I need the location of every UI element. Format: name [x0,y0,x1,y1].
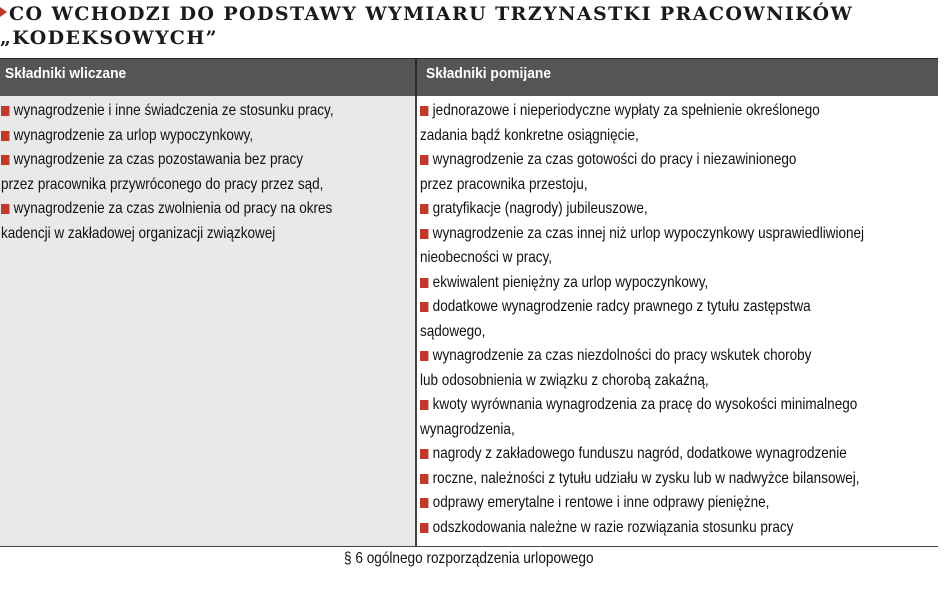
excluded-item-line-text: wynagrodzenie za czas innej niż urlop wypoczynkowy usprawiedliwionej [432,224,865,242]
components-table [0,58,938,573]
excluded-item-line-text: nieobecności w pracy, [420,249,553,266]
square-bullet-icon [420,474,428,484]
excluded-item-line-text: wynagrodzenie za czas niezdolności do pracy wskutek choroby [432,347,812,364]
square-bullet-icon [420,449,428,459]
excluded-item-line [420,393,931,418]
excluded-column [417,96,938,546]
table-footer-row [0,546,938,573]
included-item-line-text: wynagrodzenie za urlop wypoczynkowy, [13,126,254,144]
excluded-item-line [420,491,931,516]
square-bullet-icon [420,229,428,239]
included-list [1,99,390,246]
title-line-2 [0,26,940,50]
square-bullet-icon [420,204,428,214]
square-bullet-icon [420,155,428,165]
title-text-2: „KODEKSOWYCH” [0,27,218,49]
title-block [0,2,940,50]
included-column [0,96,415,546]
excluded-item-line-text: dodatkowe wynagrodzenie radcy prawnego z tytułu zastępstwa [432,298,811,315]
excluded-item-line [420,124,931,149]
square-bullet-icon [1,131,9,141]
header-divider [415,59,417,97]
excluded-item-line [420,418,931,443]
included-item-line-text: wynagrodzenie za czas zwolnienia od pracy na okres [13,200,333,217]
title-text-1: CO WCHODZI DO PODSTAWY WYMIARU TRZYNASTKI PRACOWNIKÓW [9,3,854,25]
excluded-item-line [420,467,931,492]
excluded-list [420,99,931,540]
excluded-item-line-text: kwoty wyrównania wynagrodzenia za pracę do wysokości minimalnego [432,396,858,413]
excluded-item-line-text: zadania bądź konkretne osiągnięcie, [420,126,639,144]
excluded-item-line-text: sądowego, [420,322,486,340]
square-bullet-icon [1,204,9,214]
excluded-item-line [420,516,931,541]
excluded-item-line [420,148,931,173]
excluded-item-line [420,344,931,369]
table-header-row [0,58,938,97]
header-excluded: Składniki pomijane [426,65,552,82]
included-item-line-text: wynagrodzenie i inne świadczenia ze stosunku pracy, [13,102,334,119]
excluded-item-line-text: wynagrodzenia, [420,420,515,438]
title-line-1 [0,2,940,26]
excluded-item-line [420,320,931,345]
excluded-item-line-text: odszkodowania należne w razie rozwiązania stosunku pracy [432,518,794,536]
included-item-line-text: wynagrodzenie za czas pozostawania bez pracy [13,151,304,168]
included-item-line [1,99,390,124]
excluded-item-line [420,271,931,296]
square-bullet-icon [1,155,9,165]
included-item-line-text: kadencji w zakładowej organizacji związkowej [1,224,276,242]
square-bullet-icon [420,106,428,116]
excluded-item-line-text: wynagrodzenie za czas gotowości do pracy i niezawinionego [432,151,797,168]
square-bullet-icon [420,523,428,533]
legal-basis-text: § 6 ogólnego rozporządzenia urlopowego [344,550,594,567]
excluded-item-line [420,246,931,271]
table-body-row [0,96,938,546]
excluded-item-line-text: ekwiwalent pieniężny za urlop wypoczynkowy, [432,273,709,291]
included-item-line [1,197,390,222]
excluded-item-line [420,369,931,394]
square-bullet-icon [420,302,428,312]
excluded-item-line-text: roczne, należności z tytułu udziału w zysku lub w nadwyżce bilansowej, [432,469,860,487]
excluded-item-line [420,222,931,247]
square-bullet-icon [420,400,428,410]
square-bullet-icon [420,351,428,361]
included-item-line [1,222,390,247]
excluded-item-line-text: gratyfikacje (nagrody) jubileuszowe, [432,200,648,217]
square-bullet-icon [1,106,9,116]
title-arrow-icon [0,7,7,17]
excluded-item-line [420,173,931,198]
square-bullet-icon [420,278,428,288]
excluded-item-line [420,99,931,124]
excluded-item-line [420,442,931,467]
excluded-item-line-text: nagrody z zakładowego funduszu nagród, dodatkowe wynagrodzenie [432,445,847,462]
excluded-item-line-text: jednorazowe i nieperiodyczne wypłaty za spełnienie określonego [432,102,820,119]
excluded-item-line-text: odprawy emerytalne i rentowe i inne odprawy pieniężne, [432,494,770,511]
included-item-line [1,148,390,173]
excluded-item-line [420,197,931,222]
square-bullet-icon [420,498,428,508]
included-item-line [1,124,390,149]
included-item-line-text: przez pracownika przywróconego do pracy przez sąd, [1,175,324,193]
included-item-line [1,173,390,198]
excluded-item-line [420,295,931,320]
excluded-item-line-text: lub odosobnienia w związku z chorobą zakaźną, [420,371,709,389]
header-included: Składniki wliczane [5,65,127,82]
excluded-item-line-text: przez pracownika przestoju, [420,175,588,193]
